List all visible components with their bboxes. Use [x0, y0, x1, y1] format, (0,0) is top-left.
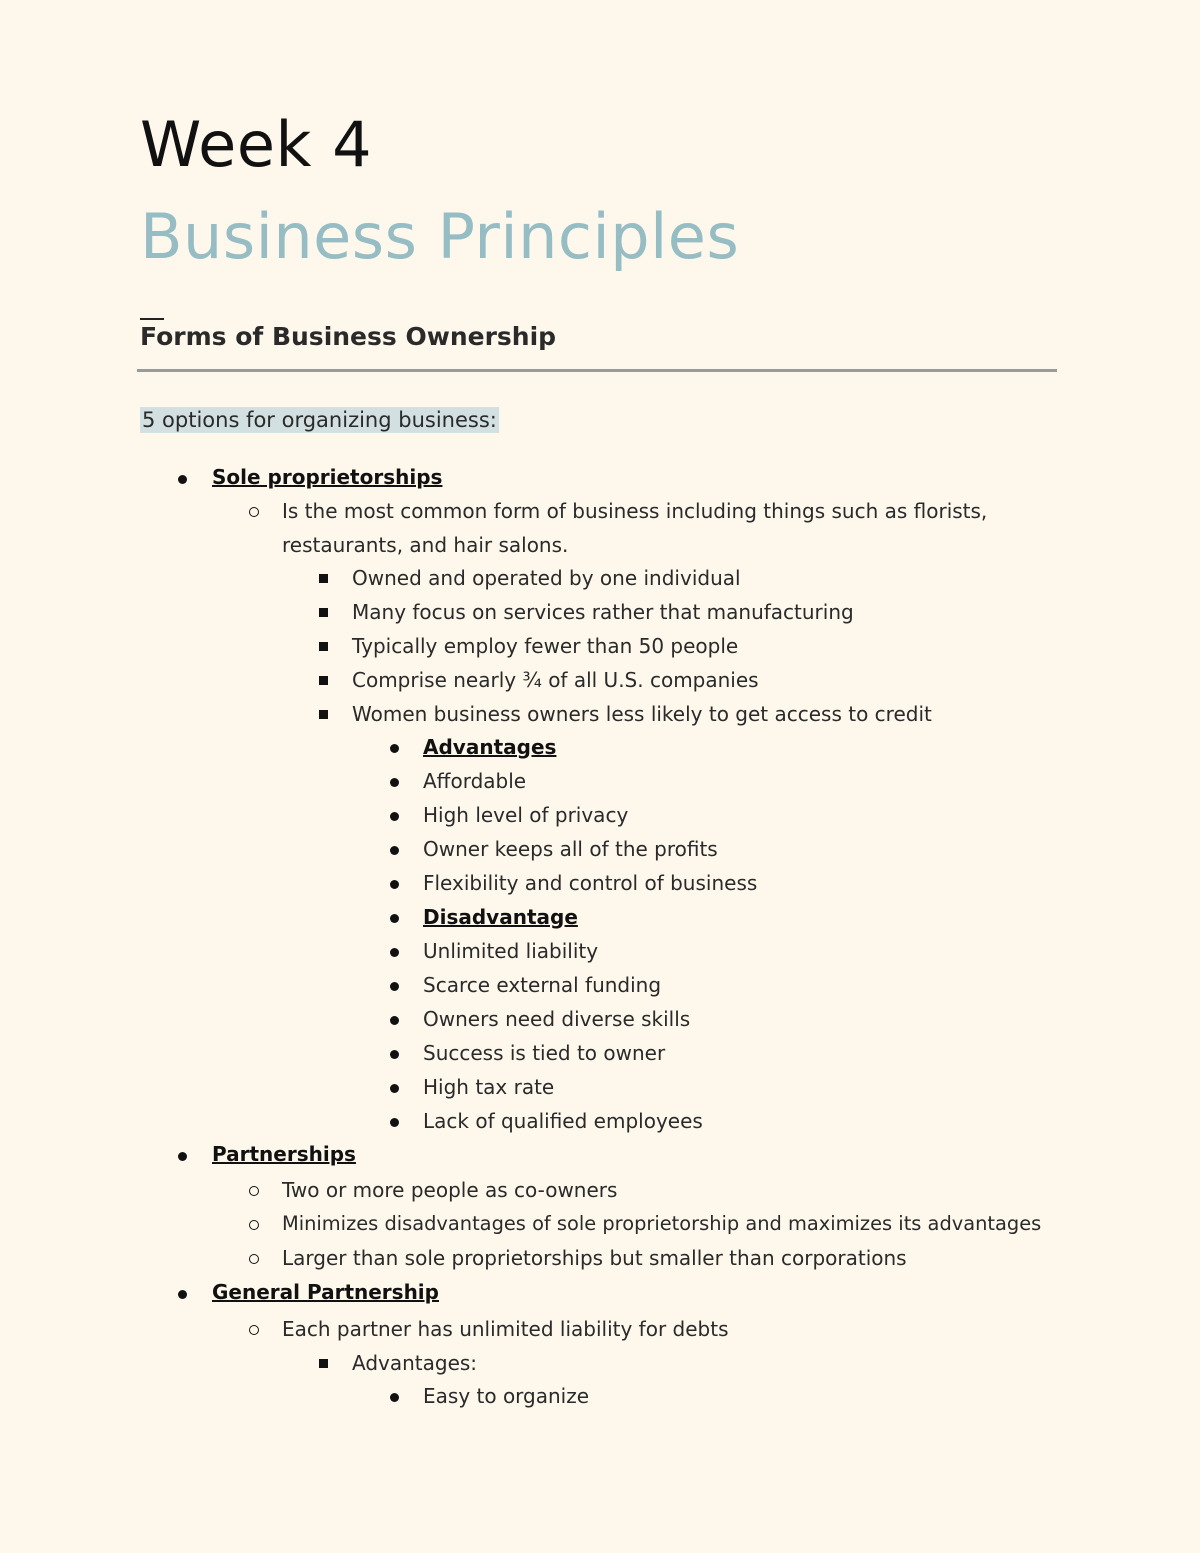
list-item: Owner keeps all of the profits: [423, 837, 718, 861]
bullet-dot-icon: [390, 1016, 399, 1025]
list-item: Easy to organize: [423, 1384, 590, 1408]
list-item: Each partner has unlimited liability for debts: [282, 1317, 729, 1341]
list-item: Owned and operated by one individual: [352, 566, 741, 590]
list-item: Women business owners less likely to get access to credit: [352, 702, 932, 726]
bullet-square-icon: [319, 574, 328, 583]
bullet-dot-icon: [178, 1290, 187, 1299]
bullet-dot-icon: [390, 982, 399, 991]
subheading-advantages: Advantages: [423, 735, 557, 759]
list-item: Lack of qualified employees: [423, 1109, 703, 1133]
heading-sole-proprietorships: Sole proprietorships: [212, 465, 443, 489]
bullet-ring-icon: [249, 1220, 259, 1230]
bullet-dot-icon: [390, 914, 399, 923]
list-item: Flexibility and control of business: [423, 871, 758, 895]
list-item: Many focus on services rather that manufacturing: [352, 600, 854, 624]
list-item: Unlimited liability: [423, 939, 599, 963]
list-item: Scarce external funding: [423, 973, 662, 997]
bullet-dot-icon: [390, 1393, 399, 1402]
bullet-square-icon: [319, 1359, 328, 1368]
subheading-disadvantage: Disadvantage: [423, 905, 578, 929]
bullet-dot-icon: [390, 948, 399, 957]
bullet-ring-icon: [249, 1254, 259, 1264]
heading-partnerships: Partnerships: [212, 1142, 356, 1166]
bullet-square-icon: [319, 642, 328, 651]
heading-general-partnership: General Partnership: [212, 1280, 439, 1304]
list-item: High tax rate: [423, 1075, 555, 1099]
section-title: Forms of Business Ownership: [140, 322, 557, 351]
bullet-dot-icon: [390, 1118, 399, 1127]
bullet-ring-icon: [249, 1186, 259, 1196]
bullet-dot-icon: [390, 846, 399, 855]
week-title: Week 4: [140, 108, 373, 181]
bullet-dot-icon: [390, 1084, 399, 1093]
bullet-ring-icon: [249, 1325, 259, 1335]
bullet-dot-icon: [390, 812, 399, 821]
list-item: Typically employ fewer than 50 people: [352, 634, 739, 658]
short-divider: [140, 318, 164, 320]
bullet-dot-icon: [390, 778, 399, 787]
bullet-square-icon: [319, 710, 328, 719]
list-item: Minimizes disadvantages of sole proprietorship and maximizes its advantages: [282, 1212, 1042, 1235]
list-item: Success is tied to owner: [423, 1041, 666, 1065]
document-title: Business Principles: [140, 200, 740, 273]
bullet-ring-icon: [249, 507, 259, 517]
list-item: Owners need diverse skills: [423, 1007, 691, 1031]
intro-highlight: 5 options for organizing business:: [142, 408, 497, 432]
subheading-general-advantages: Advantages:: [352, 1351, 478, 1375]
bullet-dot-icon: [390, 1050, 399, 1059]
section-divider: [137, 369, 1057, 372]
list-item: Two or more people as co-owners: [282, 1178, 618, 1202]
list-item: Larger than sole proprietorships but smaller than corporations: [282, 1246, 907, 1270]
list-item: Is the most common form of business including things such as florists,: [282, 499, 988, 523]
list-item-continuation: restaurants, and hair salons.: [282, 533, 569, 557]
bullet-dot-icon: [390, 880, 399, 889]
list-item: Comprise nearly ¾ of all U.S. companies: [352, 668, 759, 692]
list-item: Affordable: [423, 769, 527, 793]
bullet-dot-icon: [390, 744, 399, 753]
bullet-square-icon: [319, 608, 328, 617]
bullet-square-icon: [319, 676, 328, 685]
bullet-dot-icon: [178, 1152, 187, 1161]
list-item: High level of privacy: [423, 803, 629, 827]
bullet-dot-icon: [178, 475, 187, 484]
